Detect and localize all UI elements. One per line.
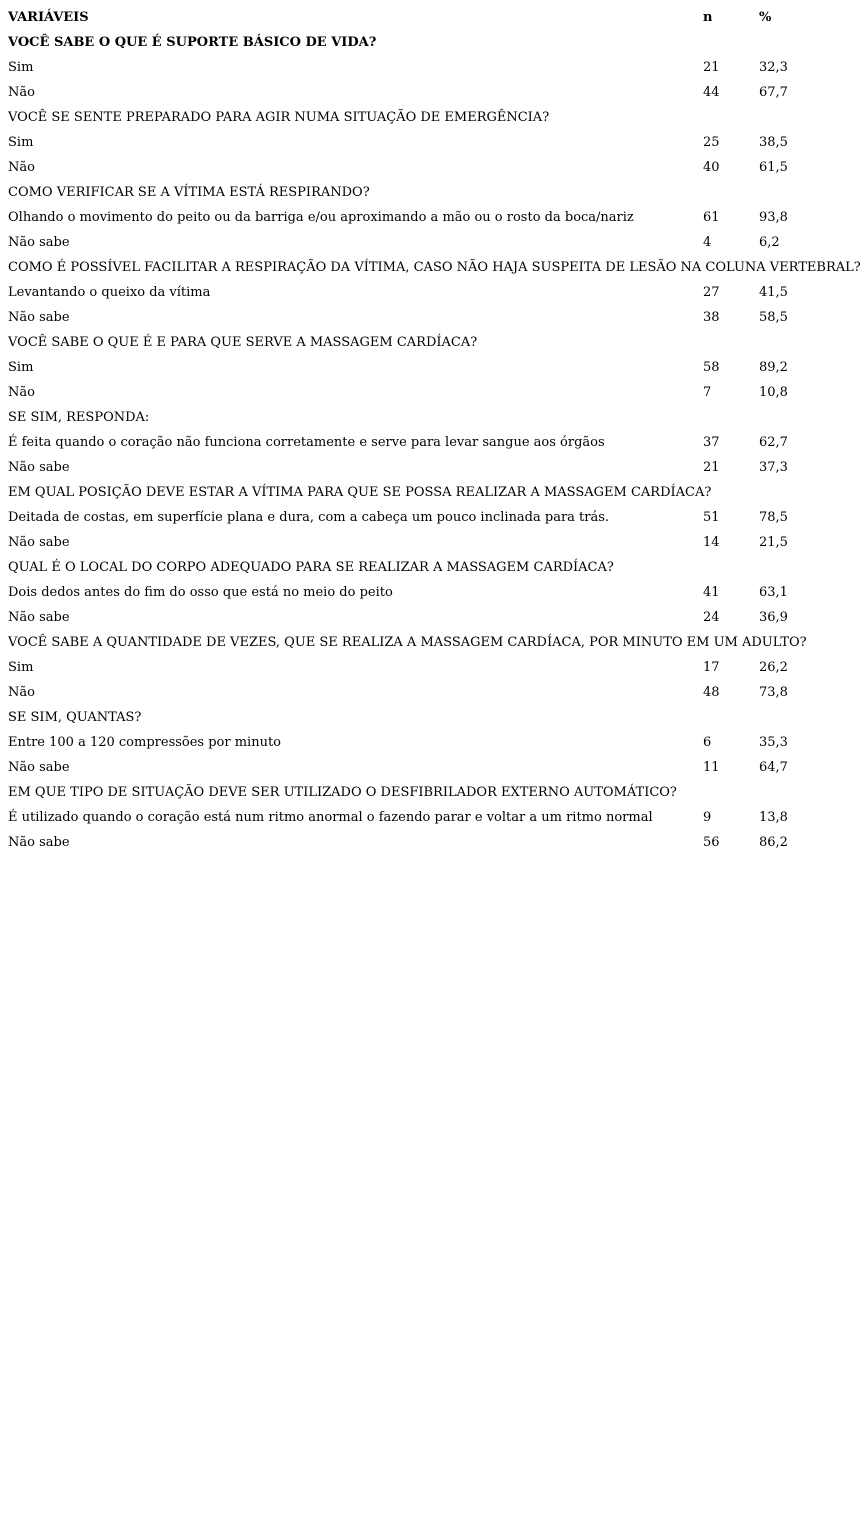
answer-row (8, 130, 868, 155)
count-value: 48 (703, 685, 720, 700)
answer-row (8, 80, 868, 105)
answer-label: Não sabe (8, 610, 70, 625)
answer-label: Entre 100 a 120 compressões por minuto (8, 735, 282, 750)
question-label: QUAL É O LOCAL DO CORPO ADEQUADO PARA SE REALIZAR A MASSAGEM CARDÍACA? (8, 560, 614, 575)
header-variables: VARIÁVEIS (8, 10, 89, 25)
percent-value: 10,8 (759, 385, 788, 400)
percent-value: 93,8 (759, 210, 788, 225)
question-row (8, 480, 868, 505)
answer-label: Dois dedos antes do fim do osso que está no meio do peito (8, 585, 393, 600)
count-value: 6 (703, 735, 712, 750)
question-row (8, 630, 868, 655)
answer-label: Levantando o queixo da vítima (8, 285, 211, 300)
answer-label: Não (8, 385, 35, 400)
question-label: VOCÊ SABE O QUE É E PARA QUE SERVE A MASSAGEM CARDÍACA? (8, 335, 478, 350)
header-n: n (703, 10, 713, 25)
answer-label: Não (8, 160, 35, 175)
question-row (8, 705, 868, 730)
answer-row (8, 305, 868, 330)
percent-value: 37,3 (759, 460, 788, 475)
count-value: 21 (703, 60, 720, 75)
count-value: 9 (703, 810, 712, 825)
percent-value: 73,8 (759, 685, 788, 700)
count-value: 24 (703, 610, 720, 625)
count-value: 37 (703, 435, 720, 450)
percent-value: 13,8 (759, 810, 788, 825)
percent-value: 6,2 (759, 235, 780, 250)
question-label: VOCÊ SABE O QUE É SUPORTE BÁSICO DE VIDA? (8, 35, 377, 50)
answer-label: Não sabe (8, 310, 70, 325)
question-row (8, 30, 868, 55)
count-value: 21 (703, 460, 720, 475)
question-label: VOCÊ SE SENTE PREPARADO PARA AGIR NUMA SITUAÇÃO DE EMERGÊNCIA? (8, 110, 550, 125)
question-label: EM QUAL POSIÇÃO DEVE ESTAR A VÍTIMA PARA QUE SE POSSA REALIZAR A MASSAGEM CARDÍACA? (8, 485, 712, 500)
percent-value: 78,5 (759, 510, 788, 525)
percent-value: 86,2 (759, 835, 788, 850)
count-value: 61 (703, 210, 720, 225)
answer-row (8, 655, 868, 680)
answer-row (8, 605, 868, 630)
answer-row (8, 505, 868, 530)
answer-row (8, 355, 868, 380)
answer-label: É feita quando o coração não funciona corretamente e serve para levar sangue aos órgãos (8, 435, 605, 450)
percent-value: 21,5 (759, 535, 788, 550)
answer-row (8, 55, 868, 80)
question-label: SE SIM, QUANTAS? (8, 710, 142, 725)
question-row (8, 555, 868, 580)
answer-row (8, 730, 868, 755)
count-value: 25 (703, 135, 720, 150)
question-label: VOCÊ SABE A QUANTIDADE DE VEZES, QUE SE REALIZA A MASSAGEM CARDÍACA, POR MINUTO EM UM ADULTO? (8, 635, 807, 650)
percent-value: 64,7 (759, 760, 788, 775)
answer-label: Deitada de costas, em superfície plana e dura, com a cabeça um pouco inclinada para trás. (8, 510, 610, 525)
survey-table (8, 5, 868, 855)
percent-value: 41,5 (759, 285, 788, 300)
question-label: COMO VERIFICAR SE A VÍTIMA ESTÁ RESPIRANDO? (8, 185, 370, 200)
answer-label: Não sabe (8, 235, 70, 250)
question-row (8, 330, 868, 355)
count-value: 27 (703, 285, 720, 300)
answer-row (8, 455, 868, 480)
question-row (8, 780, 868, 805)
count-value: 41 (703, 585, 720, 600)
answer-row (8, 380, 868, 405)
answer-label: Sim (8, 135, 34, 150)
percent-value: 61,5 (759, 160, 788, 175)
percent-value: 35,3 (759, 735, 788, 750)
answer-label: Não sabe (8, 535, 70, 550)
count-value: 11 (703, 760, 720, 775)
count-value: 38 (703, 310, 720, 325)
answer-label: Sim (8, 360, 34, 375)
percent-value: 89,2 (759, 360, 788, 375)
percent-value: 58,5 (759, 310, 788, 325)
question-label: EM QUE TIPO DE SITUAÇÃO DEVE SER UTILIZADO O DESFIBRILADOR EXTERNO AUTOMÁTICO? (8, 785, 677, 800)
answer-row (8, 805, 868, 830)
answer-row (8, 530, 868, 555)
count-value: 56 (703, 835, 720, 850)
percent-value: 32,3 (759, 60, 788, 75)
answer-row (8, 755, 868, 780)
table-header-row (8, 5, 868, 30)
answer-label: Não (8, 685, 35, 700)
answer-label: Não sabe (8, 760, 70, 775)
percent-value: 67,7 (759, 85, 788, 100)
count-value: 7 (703, 385, 712, 400)
answer-row (8, 155, 868, 180)
answer-row (8, 830, 868, 855)
answer-row (8, 230, 868, 255)
answer-label: Não sabe (8, 835, 70, 850)
count-value: 17 (703, 660, 720, 675)
percent-value: 26,2 (759, 660, 788, 675)
answer-label: É utilizado quando o coração está num ritmo anormal o fazendo parar e voltar a um ritmo normal (8, 810, 653, 825)
question-row (8, 105, 868, 130)
answer-row (8, 680, 868, 705)
question-row (8, 405, 868, 430)
percent-value: 38,5 (759, 135, 788, 150)
count-value: 51 (703, 510, 720, 525)
count-value: 44 (703, 85, 720, 100)
count-value: 58 (703, 360, 720, 375)
answer-row (8, 430, 868, 455)
table-body (8, 30, 868, 855)
question-label: COMO É POSSÍVEL FACILITAR A RESPIRAÇÃO DA VÍTIMA, CASO NÃO HAJA SUSPEITA DE LESÃO NA COLUNA VERTEBRAL? (8, 260, 861, 275)
answer-label: Sim (8, 60, 34, 75)
answer-label: Olhando o movimento do peito ou da barriga e/ou aproximando a mão ou o rosto da boca/nariz (8, 210, 634, 225)
answer-row (8, 280, 868, 305)
answer-label: Sim (8, 660, 34, 675)
percent-value: 62,7 (759, 435, 788, 450)
percent-value: 63,1 (759, 585, 788, 600)
answer-label: Não sabe (8, 460, 70, 475)
count-value: 4 (703, 235, 712, 250)
answer-row (8, 580, 868, 605)
header-percent: % (759, 10, 772, 25)
question-label: SE SIM, RESPONDA: (8, 410, 150, 425)
percent-value: 36,9 (759, 610, 788, 625)
answer-label: Não (8, 85, 35, 100)
question-row (8, 255, 868, 280)
count-value: 40 (703, 160, 720, 175)
count-value: 14 (703, 535, 720, 550)
answer-row (8, 205, 868, 230)
question-row (8, 180, 868, 205)
